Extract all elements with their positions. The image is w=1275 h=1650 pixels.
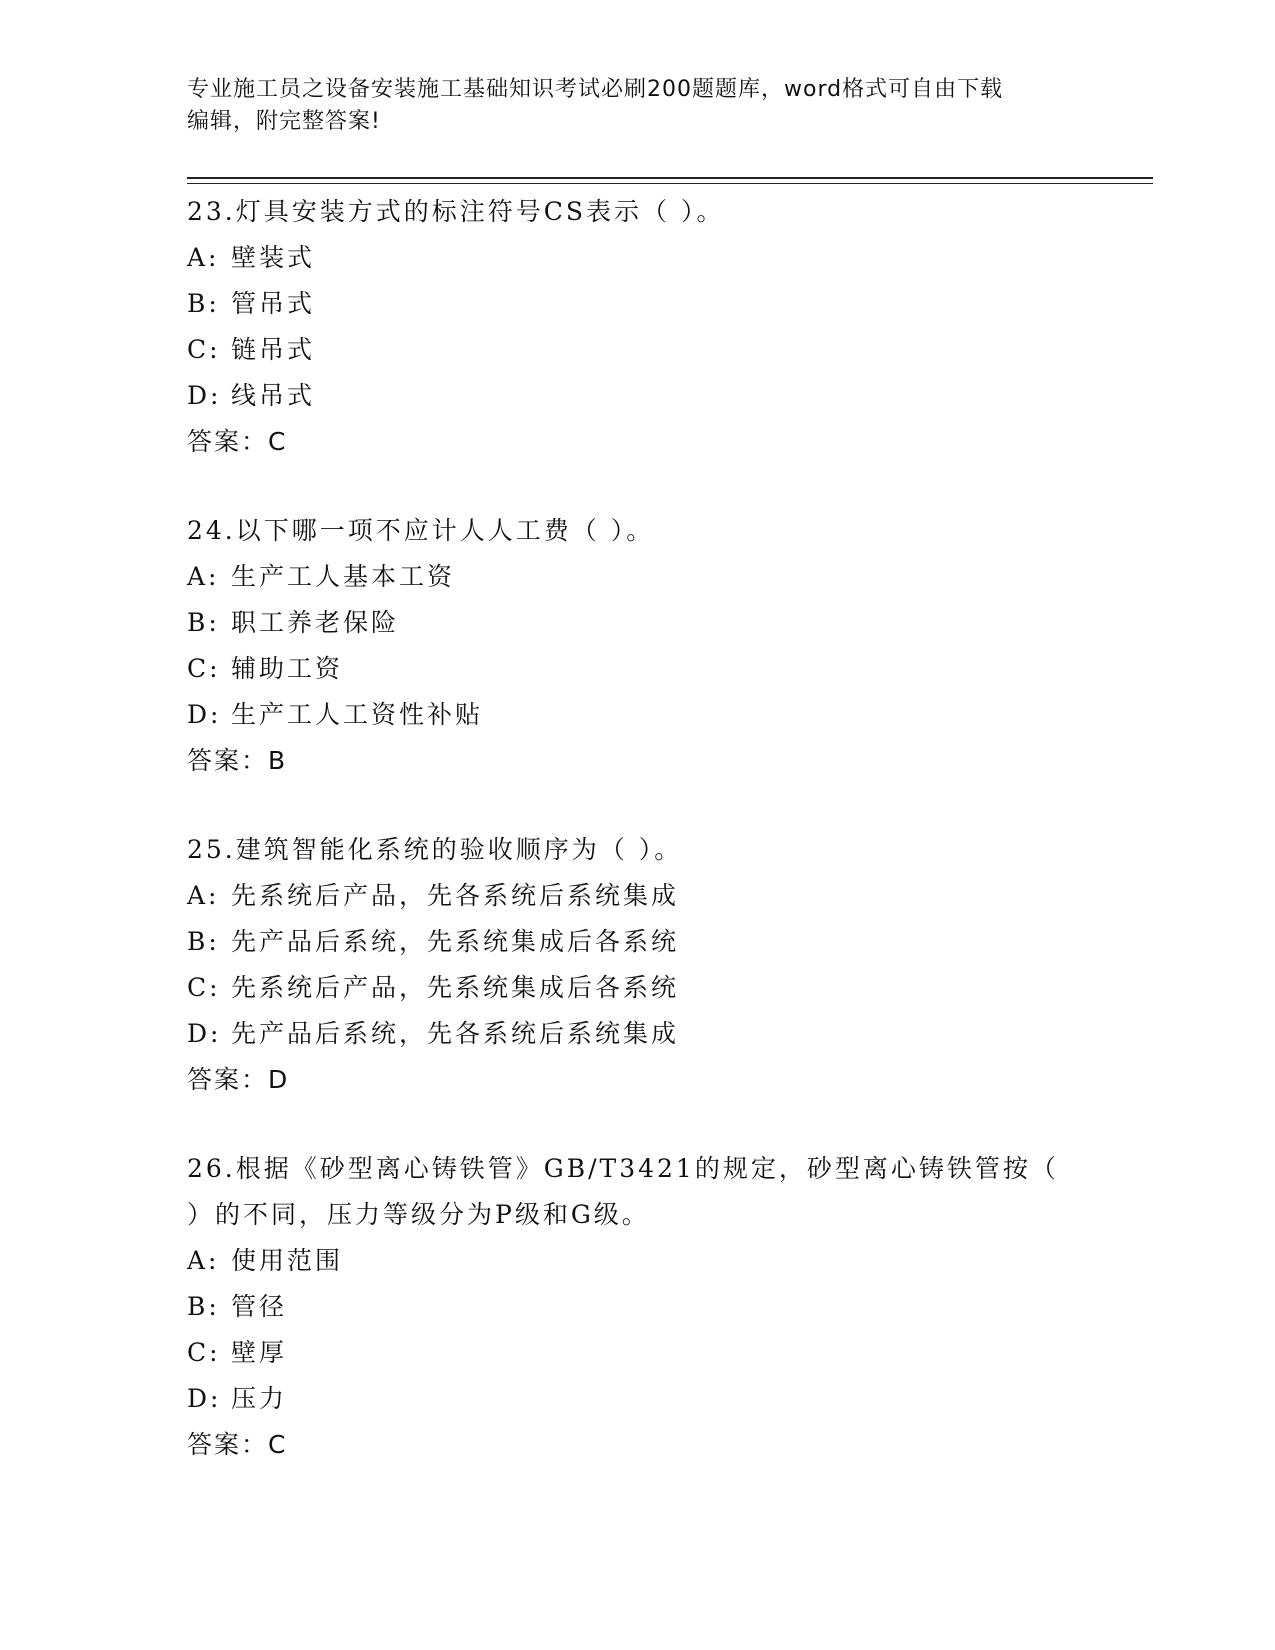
option-c [187,1330,1117,1376]
option-c [187,965,1117,1011]
option-b [187,281,1117,327]
header-line-1: 专业施工员之设备安装施工基础知识考试必刷200题题库，word格式可自由下载 [187,77,1004,102]
option-text: 辅助工资 [231,654,344,683]
option-text: 先产品后系统，先各系统后系统集成 [231,1019,680,1048]
header-divider-thick [187,177,1153,179]
question-stem: 24.以下哪一项不应计人人工费（ ）。 [187,516,655,545]
question-stem: 23.灯具安装方式的标注符号CS表示（ ）。 [187,197,725,226]
option-text: 壁装式 [231,243,316,272]
option-text: 先产品后系统，先系统集成后各系统 [231,927,680,956]
option-label: A: [187,243,220,272]
option-text: 管径 [231,1292,288,1321]
question-stem: 25.建筑智能化系统的验收顺序为（ ）。 [187,835,683,864]
document-header [187,74,1087,138]
option-text: 先系统后产品，先系统集成后各系统 [231,973,680,1002]
option-label: C: [187,654,221,683]
option-text: 管吊式 [231,289,316,318]
answer-line: 答案：B [187,746,288,775]
option-label: A: [187,881,220,910]
option-text: 生产工人工资性补贴 [231,700,484,729]
option-text: 使用范围 [231,1246,344,1275]
option-text: 生产工人基本工资 [231,562,456,591]
option-text: 壁厚 [231,1338,288,1367]
option-label: B: [187,289,220,318]
option-text: 先系统后产品，先各系统后系统集成 [231,881,680,910]
header-divider-thin [187,183,1153,184]
option-c [187,646,1117,692]
option-label: B: [187,1292,220,1321]
option-b [187,1284,1117,1330]
option-a [187,554,1117,600]
option-label: A: [187,1246,220,1275]
answer-line: 答案：C [187,427,288,456]
option-a [187,873,1117,919]
option-a [187,235,1117,281]
option-text: 压力 [231,1384,288,1413]
header-line-2: 编辑，附完整答案! [187,109,381,134]
question-stem-line-2: ）的不同，压力等级分为P级和G级。 [187,1200,650,1229]
option-label: D: [187,1384,222,1413]
option-label: C: [187,1338,221,1367]
option-text: 链吊式 [231,335,316,364]
option-text: 线吊式 [231,381,316,410]
option-d [187,373,1117,419]
option-d [187,1011,1117,1057]
option-a [187,1238,1117,1284]
question-stem-line-1: 26.根据《砂型离心铸铁管》GB/T3421的规定，砂型离心铸铁管按（ [187,1154,1059,1183]
option-label: C: [187,973,221,1002]
option-b [187,919,1117,965]
option-label: D: [187,1019,222,1048]
option-d [187,692,1117,738]
option-label: D: [187,700,222,729]
question-25 [187,827,1117,1103]
option-b [187,600,1117,646]
option-label: A: [187,562,220,591]
option-label: B: [187,608,220,637]
option-d [187,1376,1117,1422]
option-label: D: [187,381,222,410]
option-c [187,327,1117,373]
question-23 [187,189,1117,465]
option-text: 职工养老保险 [231,608,400,637]
option-label: B: [187,927,220,956]
answer-line: 答案：C [187,1430,288,1459]
answer-line: 答案：D [187,1065,290,1094]
question-26 [187,1146,1117,1468]
option-label: C: [187,335,221,364]
question-list [187,189,1117,1468]
question-24 [187,508,1117,784]
